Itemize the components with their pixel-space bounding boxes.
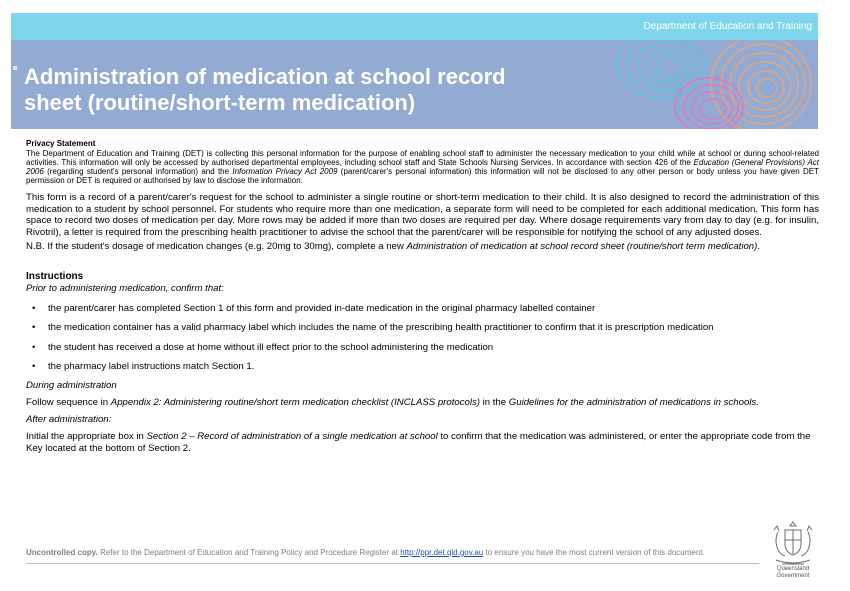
instructions-heading: Instructions — [26, 271, 84, 283]
after-subheading: After administration: — [26, 414, 112, 426]
header-bar — [11, 13, 818, 40]
section-2-reference: Section 2 – Record of administration of a single medication at school — [146, 431, 438, 443]
title-line-1: Administration of medication at school record — [24, 64, 506, 89]
initial-text-a: Initial the appropriate box in — [26, 431, 147, 443]
nb-text: N.B. If the student's dosage of medication changes (e.g. 20mg to 30mg), complete a new — [26, 241, 407, 252]
follow-paragraph — [26, 397, 819, 409]
page-title — [24, 64, 584, 116]
nb-end: . — [757, 241, 761, 252]
privacy-act2: Information Privacy Act 2009 — [232, 167, 338, 177]
bullet-icon: • — [32, 302, 36, 314]
privacy-text-c: (parent/carer's personal information) this information will not be disclosed to any other person or body unless you have given DET permission or DET is required or authorised by law to disclose the information. — [26, 167, 819, 186]
nb-paragraph — [26, 241, 819, 252]
privacy-act1: Education (General Provisions) Act 2006 — [26, 158, 820, 177]
title-line-2: sheet (routine/short-term medication) — [24, 90, 416, 115]
footer-note — [26, 548, 705, 557]
footer-text-b: to ensure you have the most current version of this document. — [483, 548, 705, 557]
follow-text-b: in the — [479, 397, 509, 409]
bullet-icon: • — [32, 361, 36, 373]
guidelines-reference: Guidelines for the administration of medications in schools — [508, 397, 757, 409]
during-subheading: During administration — [26, 380, 117, 392]
bullet-icon: • — [32, 341, 36, 353]
follow-text-c: . — [756, 397, 759, 409]
privacy-text-b: (regarding student's personal information) and the — [43, 167, 233, 177]
document-body — [26, 139, 819, 455]
footer-bold: Uncontrolled copy. — [26, 548, 98, 557]
privacy-heading: Privacy Statement — [26, 139, 96, 148]
intro-paragraph: This form is a record of a parent/carer's request for the school to administer a single routine or short-term medication to their child. It is also designed to record the administration of this medication to a student by school personnel. For students who require more than one medication, a separate form will need to be completed for each additional medication. This form has space to record two doses of medication per day. More rows may be added if more than two doses are required per day. Where dosage requirements vary from day to day (e.g. for insulin, Rivotril), a letter is required from the prescribing health practitioner to advise the school that the parent/carer will be responsible for notifying the school of any adjusted doses. — [26, 192, 819, 238]
footer-divider — [26, 563, 759, 564]
list-item — [26, 361, 819, 373]
list-item — [26, 322, 819, 334]
list-item-text: the student has received a dose at home without ill effect prior to the school administering the medication — [48, 341, 494, 353]
logo-line-1: Queensland — [776, 566, 810, 572]
list-item-text: the pharmacy label instructions match Section 1. — [48, 361, 255, 373]
initial-paragraph — [26, 431, 819, 455]
title-banner — [11, 40, 818, 129]
follow-text-a: Follow sequence in — [26, 397, 111, 409]
logo-line-2: Government — [776, 573, 810, 579]
list-item-text: the parent/carer has completed Section 1 of this form and provided in-date medication in the original pharmacy labelled container — [48, 302, 596, 314]
list-item — [26, 342, 819, 354]
ppr-link[interactable]: http://ppr.det.qld.gov.au — [400, 548, 484, 557]
decorative-swirl-icon — [601, 40, 818, 129]
confirm-list — [26, 303, 819, 374]
privacy-statement — [26, 149, 819, 185]
list-item-text: the medication container has a valid pharmacy label which includes the name of the prescribing health practitioner to confirm that it is prescription medication — [48, 322, 714, 334]
banner-tick-mark — [13, 66, 17, 70]
privacy-text-a: The Department of Education and Training (DET) is collecting this personal information for the purpose of enabling school staff to administer the necessary medication to your child while at school or during school-related activities. This information will only be accessed by authorised departmental employees, including school staff and State Schools Nursing Services. In accordance with section 426 of the — [26, 149, 819, 168]
government-wordmark — [769, 566, 817, 580]
footer-text-a: Refer to the Department of Education and Training Policy and Procedure Register at — [97, 548, 401, 557]
appendix-reference: Appendix 2: Administering routine/short term medication checklist (INCLASS protocols) — [110, 397, 480, 409]
prior-subheading: Prior to administering medication, confirm that: — [26, 283, 224, 295]
initial-text-b: to confirm that the medication was administered, or enter the appropriate code from the Key located at the bottom of Section 2. — [26, 431, 811, 455]
nb-form-name: Administration of medication at school record sheet (routine/short term medication) — [406, 241, 758, 252]
list-item — [26, 303, 819, 315]
bullet-icon: • — [32, 322, 36, 334]
department-name: Department of Education and Training — [643, 21, 812, 32]
